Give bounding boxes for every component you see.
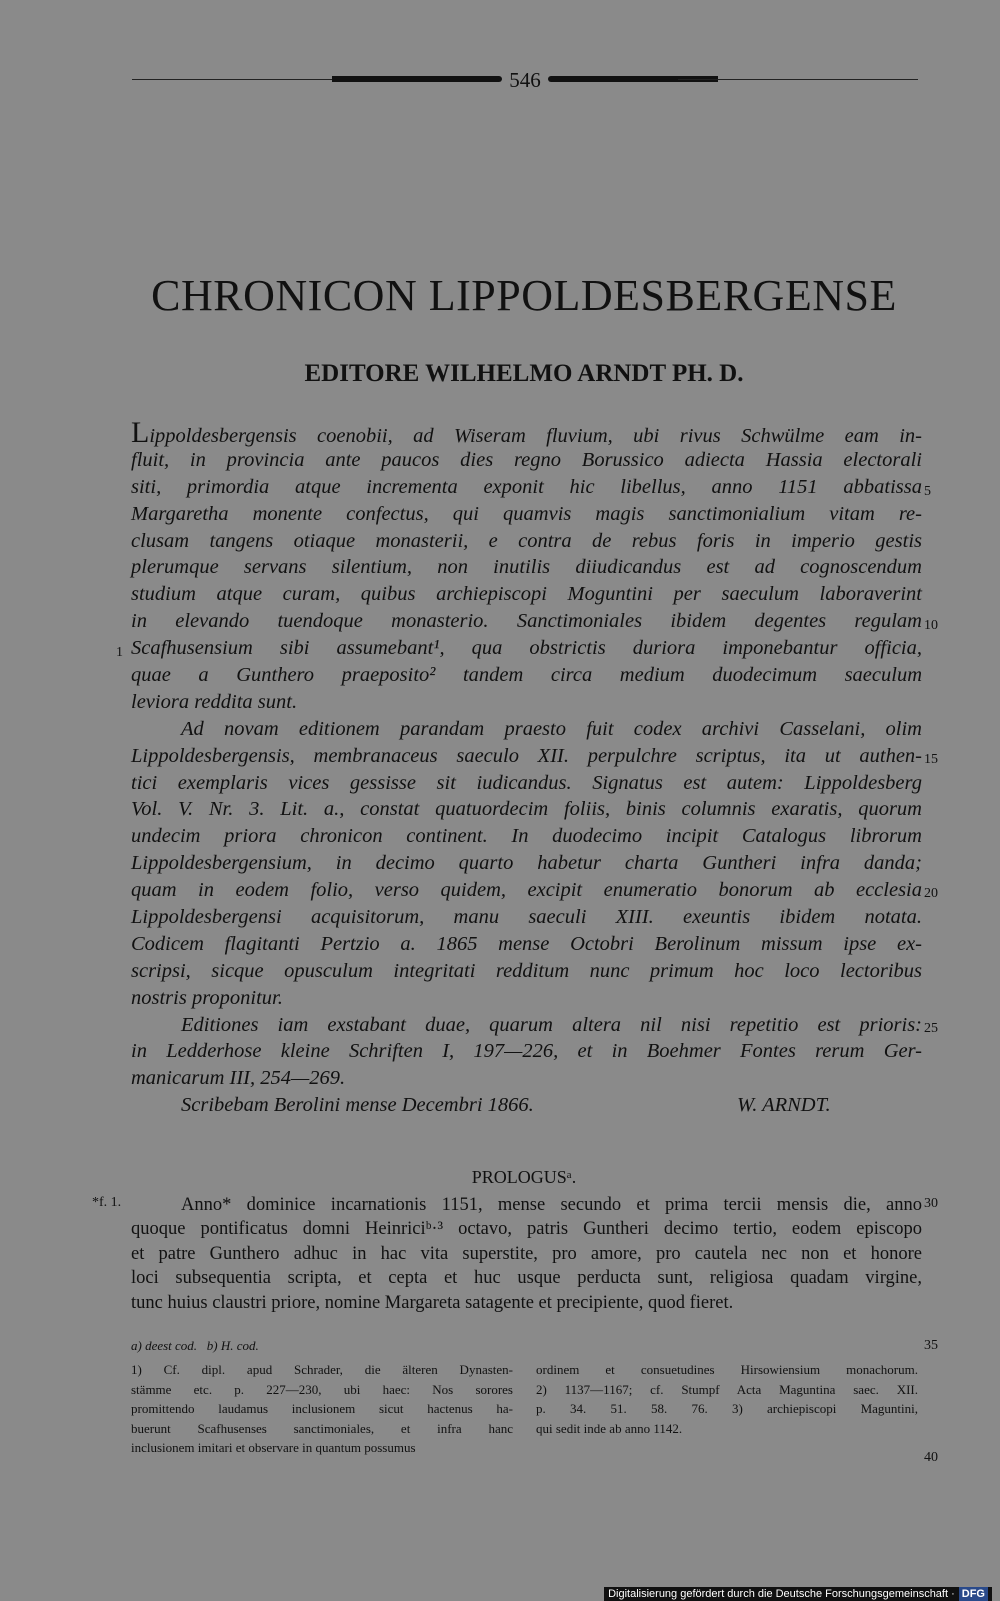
intro-line-text: siti, primordia atque incrementa exponit hic libellus, anno 1151 abbatissa — [131, 475, 922, 498]
intro-line — [131, 1092, 922, 1119]
footnote-line: stämme etc. p. 227—230, ubi haec: Nos sorores — [131, 1381, 513, 1397]
intro-line — [131, 662, 922, 689]
intro-line — [131, 416, 922, 449]
prologus-line: et patre Gunthero adhuc in hac vita superstite, pro amore, pro cautela nec non et honore — [131, 1243, 922, 1264]
line-number-20: 20 — [924, 886, 938, 901]
intro-line — [131, 823, 922, 850]
footnote-line: 2) 1137—1167; cf. Stumpf Acta Maguntina saec. XII. — [536, 1381, 918, 1397]
intro-line — [131, 581, 922, 608]
intro-line-text: scripsi, sicque opusculum integritati redditum nunc primum hoc loco lectoribus — [131, 959, 922, 982]
folio-marker: *f. 1. — [92, 1195, 122, 1210]
intro-line-text: clusam tangens otiaque monasterii, e contra de rebus foris in imperio gestis — [131, 529, 922, 552]
editor-signature: W. ARNDT. — [737, 1094, 831, 1117]
document-title: CHRONICON LIPPOLDESBERGENSE — [151, 271, 897, 320]
footer-credit — [604, 1587, 992, 1601]
footnote-line: qui sedit inde ab anno 1142. — [536, 1420, 683, 1436]
intro-line — [131, 447, 922, 474]
intro-line-text: Codicem flagitanti Pertzio a. 1865 mense Octobri Berolinum missum ipse ex- — [131, 932, 922, 955]
intro-line — [131, 850, 922, 877]
line-number-30: 30 — [924, 1196, 938, 1211]
intro-line — [131, 770, 922, 797]
footnote-line: 1) Cf. dipl. apud Schrader, die älteren Dynasten- — [131, 1362, 513, 1377]
footnotes-textual: a) deest cod. b) H. cod. — [131, 1338, 259, 1353]
intro-line-text: Ad novam editionem parandam praesto fuit codex archivi Casselani, olim — [181, 717, 922, 740]
intro-line-text: undecim priora chronicon continent. In duodecimo incipit Catalogus librorum — [131, 825, 922, 848]
intro-line — [131, 904, 922, 931]
intro-line-text: Lippoldesbergensium, in decimo quarto habetur charta Guntheri infra danda; — [131, 852, 922, 875]
intro-line-text: in Ledderhose kleine Schriften I, 197—226, et in Boehmer Fontes rerum Ger- — [131, 1040, 922, 1063]
intro-line-text: nostris proponitur. — [131, 986, 283, 1009]
footnotes-right-column — [536, 1360, 918, 1438]
intro-line — [131, 716, 922, 743]
intro-line — [131, 1012, 922, 1039]
drop-cap: L — [131, 416, 150, 449]
intro-line-text: Vol. V. Nr. 3. Lit. a., constat quatuordecim foliis, binis columnis exaratis, quorum — [131, 798, 922, 821]
intro-line-text: Lippoldesbergensis, membranaceus saeculo XII. perpulchre scriptus, ita ut authen- — [131, 744, 922, 767]
line-number-35: 35 — [924, 1338, 938, 1353]
intro-line-text: tici exemplaris vices gessisse sit iudicandus. Signatus est autem: Lippoldesberg — [131, 771, 922, 794]
intro-line — [131, 1038, 922, 1065]
introduction — [131, 416, 922, 1119]
intro-line-text: Lippoldesbergensi acquisitorum, manu saeculi XIII. exeuntis ibidem notata. — [131, 906, 922, 929]
prologus-line: quoque pontificatus domni Heinriciᵇ·³ octavo, patris Guntheri decimo tertio, eodem episcopo — [131, 1219, 922, 1240]
intro-line-text: Scribebam Berolini mense Decembri 1866. — [181, 1094, 534, 1117]
intro-line — [131, 931, 922, 958]
intro-line — [131, 796, 922, 823]
line-number-40: 40 — [924, 1450, 938, 1465]
footnotes-left-column — [131, 1360, 513, 1458]
intro-line — [131, 608, 922, 635]
prologus-text — [131, 1193, 922, 1315]
intro-line-text: quae a Gunthero praeposito² tandem circa medium duodecimum saeculum — [131, 664, 922, 687]
intro-line — [131, 958, 922, 985]
intro-line-text: Margaretha monente confectus, qui quamvis magis sanctimonialium vitam re- — [131, 502, 922, 525]
page-number: 546 — [509, 68, 541, 92]
intro-line — [131, 474, 922, 501]
intro-line-text: fluit, in provincia ante paucos dies regno Borussico adiecta Hassia electorali — [131, 448, 922, 471]
intro-line-text: plerumque servans silentium, non inutilis diiudicandus est ad cognoscendum — [131, 556, 922, 579]
prologus-line: loci subsequentia scripta, et cepta et huc usque perducta sunt, religiosa quadam virgine, — [131, 1268, 922, 1289]
intro-line-text: Scafhusensium sibi assumebant¹, qua obstrictis duriora imponebantur officia, — [131, 637, 922, 660]
intro-line-text: leviora reddita sunt. — [131, 690, 298, 713]
intro-line — [131, 1065, 922, 1092]
prologus-line: tunc huius claustri priore, nomine Margareta satagente et precipiente, quod fieret. — [131, 1292, 734, 1313]
footnote-line: p. 34. 51. 58. 76. 3) archiepiscopi Maguntini, — [536, 1401, 918, 1416]
footnote-line: ordinem et consuetudines Hirsowiensium monachorum. — [536, 1362, 918, 1377]
line-number-5: 5 — [924, 484, 931, 499]
intro-line-text: manicarum III, 254—269. — [131, 1067, 346, 1090]
footnote-line: promittendo laudamus inclusionem sicut hactenus ha- — [131, 1401, 513, 1416]
intro-line-text: Editiones iam exstabant duae, quarum altera nil nisi repetitio est prioris: — [181, 1013, 922, 1036]
intro-line-text: in elevando tuendoque monasterio. Sanctimoniales ibidem degentes regulam — [131, 610, 922, 633]
intro-line — [131, 985, 922, 1012]
intro-line — [131, 743, 922, 770]
rule-left-thick — [332, 76, 502, 82]
footer-text: Digitalisierung gefördert durch die Deutsche Forschungsgemeinschaft · — [608, 1588, 955, 1600]
editor-line: EDITORE WILHELMO ARNDT PH. D. — [304, 360, 744, 387]
intro-line-text: ippoldesbergensis coenobii, ad Wiseram fluvium, ubi rivus Schwülme eam in- — [149, 425, 922, 447]
page-number-rule — [132, 68, 918, 94]
footnote-line: buerunt Scafhusenses sanctimoniales, et infra hanc — [131, 1420, 513, 1436]
footnote-line: inclusionem imitari et observare in quantum possumus — [131, 1440, 416, 1455]
intro-line — [131, 528, 922, 555]
line-number-25: 25 — [924, 1021, 938, 1036]
intro-line — [131, 554, 922, 581]
intro-line — [131, 877, 922, 904]
intro-line — [131, 689, 922, 716]
intro-line-text: studium atque curam, quibus archiepiscopi Moguntini per saeculum laboraverint — [131, 583, 922, 606]
intro-line — [131, 635, 922, 662]
prologus-heading: PROLOGUSᵃ. — [471, 1167, 577, 1187]
line-number-15: 15 — [924, 752, 938, 767]
dfg-logo: DFG — [959, 1587, 988, 1601]
intro-line-text: quam in eodem folio, verso quidem, excipit enumeratio bonorum ab ecclesia — [131, 879, 922, 902]
prologus-line: Anno* dominice incarnationis 1151, mense secundo et prima tercii mensis die, anno — [181, 1195, 922, 1215]
rule-right — [678, 79, 918, 80]
line-number-10: 10 — [924, 618, 938, 633]
margin-note-1: 1 — [116, 645, 123, 660]
intro-line — [131, 501, 922, 528]
